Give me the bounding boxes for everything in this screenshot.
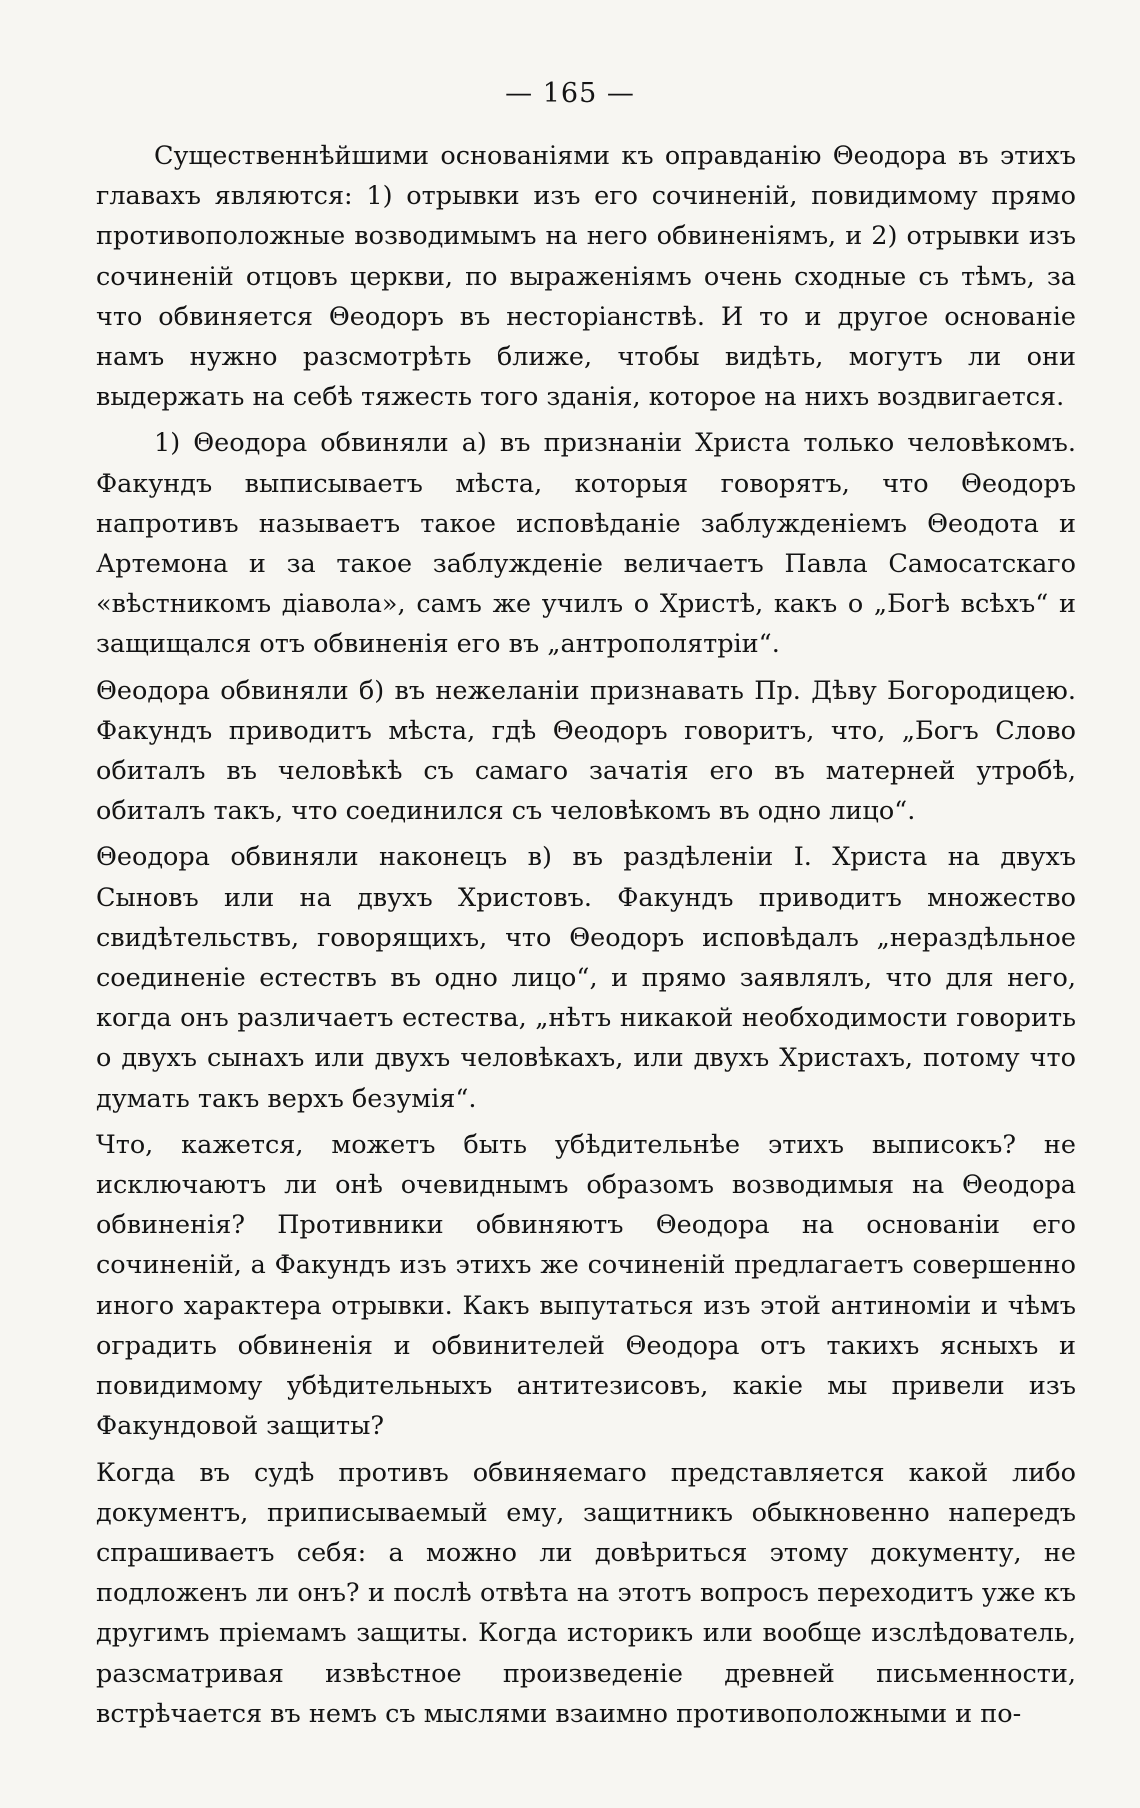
page-number: — 165 — <box>505 78 635 109</box>
text-body <box>96 136 1076 1740</box>
paragraph: Что, кажется, можетъ быть убѣдительнѣе этихъ выписокъ? не исключаютъ ли онѣ очевиднымъ образомъ возводимыя на Θеодора обвиненія? Противники обвиняютъ Θеодора на основаніи его сочиненій, а Факундъ изъ этихъ же сочиненій предлагаетъ совершенно иного характера отрывки. Какъ выпутаться изъ этой антиноміи и чѣмъ оградить обвиненія и обвинителей Θеодора отъ такихъ ясныхъ и повидимому убѣдительныхъ антитезисовъ, какіе мы привели изъ Факундовой защиты? <box>96 1129 1076 1442</box>
paragraph: Θеодора обвиняли наконецъ в) въ раздѣленіи I. Христа на двухъ Сыновъ или на двухъ Христовъ. Факундъ приводитъ множество свидѣтельствъ, говорящихъ, что Θеодоръ исповѣдалъ „нераздѣльное соединеніе естествъ въ одно лицо“, и прямо заявлялъ, что для него, когда онъ различаетъ естества, „нѣтъ никакой необходимости говорить о двухъ сынахъ или двухъ человѣкахъ, или двухъ Христахъ, потому что думать такъ верхъ безумія“. <box>96 842 1076 1114</box>
paragraph: Существеннѣйшими основаніями къ оправданію Θеодора въ этихъ главахъ являются: 1) отрывки изъ его сочиненій, повидимому прямо противоположные возводимымъ на него обвиненіямъ, и 2) отрывки изъ сочиненій отцовъ церкви, по выраженіямъ очень сходные съ тѣмъ, за что обвиняется Θеодоръ въ несторіанствѣ. И то и другое основаніе намъ нужно разсмотрѣть ближе, чтобы видѣть, могутъ ли они выдержать на себѣ тяжесть того зданія, которое на нихъ воздвигается. <box>96 141 1076 413</box>
paragraph: 1) Θеодора обвиняли а) въ признаніи Христа только человѣкомъ. Факундъ выписываетъ мѣста, которыя говорятъ, что Θеодоръ напротивъ называетъ такое исповѣданіе заблужденіемъ Θеодота и Артемона и за такое заблужденіе величаетъ Павла Самосатскаго «вѣстникомъ діавола», самъ же училъ о Христѣ, какъ о „Богѣ всѣхъ“ и защищался отъ обвиненія его въ „антрополятріи“. <box>96 428 1076 660</box>
paragraph: Когда въ судѣ противъ обвиняемаго представляется какой либо документъ, приписываемый ему, защитникъ обыкновенно напередъ спрашиваетъ себя: а можно ли довѣриться этому документу, не подложенъ ли онъ? и послѣ отвѣта на этотъ вопросъ переходитъ уже къ другимъ пріемамъ защиты. Когда историкъ или вообще изслѣдователь, разсматривая извѣстное произведеніе древней письменности, встрѣчается въ немъ съ мыслями взаимно противоположными и по- <box>96 1457 1076 1729</box>
paragraph: Θеодора обвиняли б) въ нежеланіи признавать Пр. Дѣву Богородицею. Факундъ приводитъ мѣста, гдѣ Θеодоръ говоритъ, что, „Богъ Слово обиталъ въ человѣкѣ съ самаго зачатія его въ матерней утробѣ, обиталъ такъ, что соединился съ человѣкомъ въ одно лицо“. <box>96 675 1076 827</box>
